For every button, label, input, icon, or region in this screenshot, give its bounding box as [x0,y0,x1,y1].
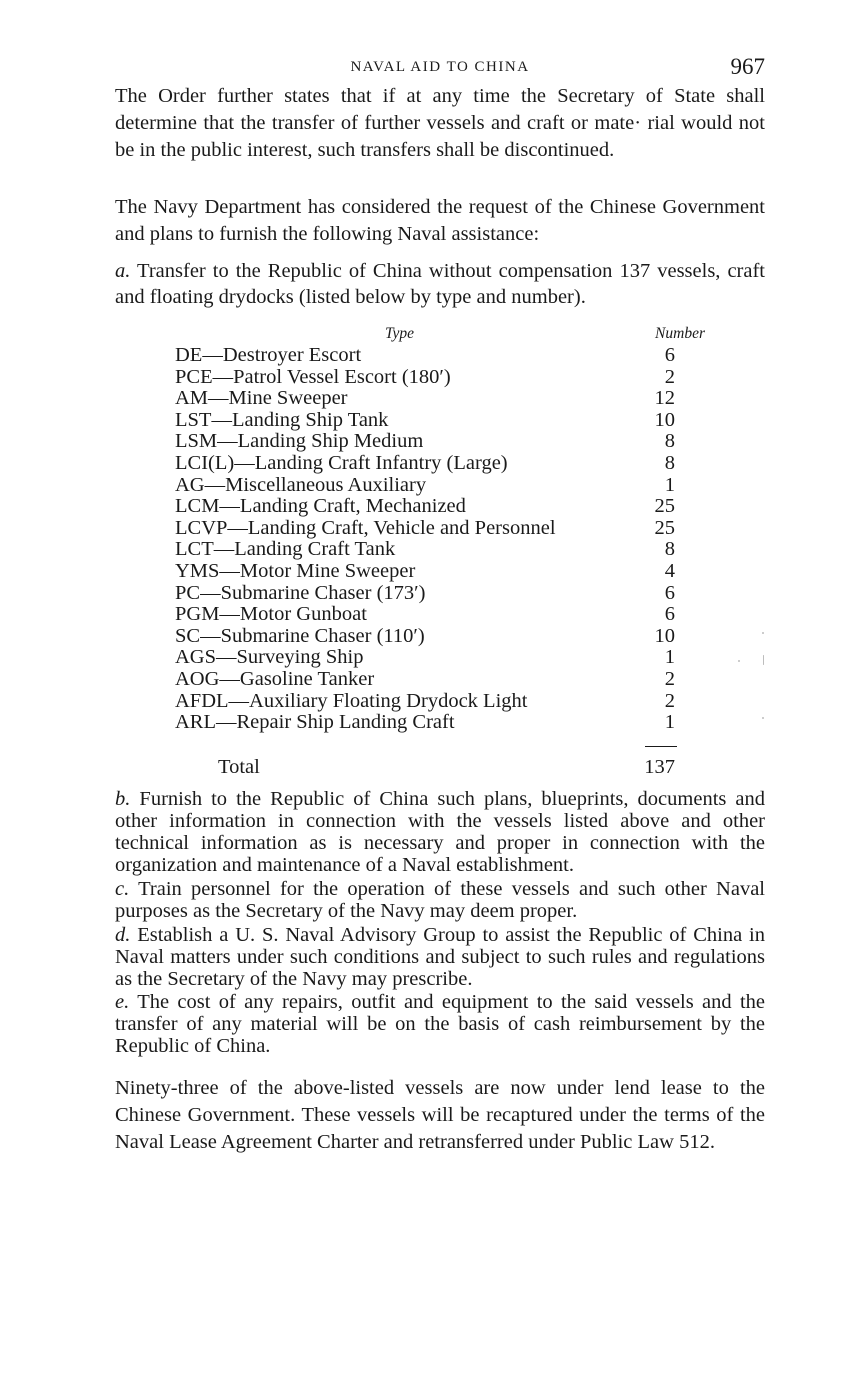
vessel-type: AG—Miscellaneous Auxiliary [175,473,427,496]
table-row [175,626,705,648]
item-e-label: e. [115,991,130,1013]
vessel-table [175,325,705,734]
total-row [175,756,705,780]
table-row [175,475,705,497]
total-rule [645,746,677,747]
vessel-number: 2 [664,667,675,690]
paragraph-navy-considered-text: The Navy Department has considered the request of the Chinese Government and plans to furnish the following Naval assistance: [115,196,765,245]
vessel-type: AGS—Surveying Ship [175,646,364,669]
table-row [175,345,705,367]
item-a-label: a. [115,260,131,282]
vessel-type: AFDL—Auxiliary Floating Drydock Light [175,689,528,712]
vessel-type: DE—Destroyer Escort [175,344,362,366]
vessel-type: SC—Submarine Chaser (110′) [175,624,425,647]
table-row [175,669,705,691]
print-speck [762,717,764,719]
item-e [115,991,765,1057]
paragraph-order-further [115,83,765,164]
vessel-number: 6 [664,581,675,604]
table-row [175,388,705,410]
table-row [175,712,705,734]
vessel-number: 1 [664,473,675,496]
table-row [175,647,705,669]
vessel-number: 6 [664,344,675,366]
total-value: 137 [644,756,675,778]
paragraph-navy-considered [115,194,765,248]
vessel-type: ARL—Repair Ship Landing Craft [175,711,455,734]
print-speck [762,632,764,634]
table-row [175,367,705,389]
print-speck [738,660,740,662]
item-d-text: Establish a U. S. Naval Advisory Group to assist the Republic of China in Naval matters under such conditions and subject to such rules and regulations as the Secretary of the Navy may prescribe. [115,924,765,990]
item-c-text: Train personnel for the operation of these vessels and such other Naval purposes as the Secretary of the Navy may deem proper. [115,878,765,922]
vessel-number: 1 [664,711,675,734]
vessel-type: PCE—Patrol Vessel Escort (180′) [175,365,451,388]
vessel-number: 1 [664,646,675,669]
item-c-label: c. [115,878,130,900]
vessel-type: LCVP—Landing Craft, Vehicle and Personnel [175,516,556,539]
vessel-type: LST—Landing Ship Tank [175,408,389,431]
table-row [175,691,705,713]
vessel-type: AM—Mine Sweeper [175,387,348,410]
item-d [115,924,765,990]
vessel-number: 25 [654,516,675,539]
vessel-number: 4 [664,559,675,582]
vessel-type: LCI(L)—Landing Craft Infantry (Large) [175,451,508,474]
page-number: 967 [730,54,765,79]
item-a-text: Transfer to the Republic of China without compensation 137 vessels, craft and floating drydocks (listed below by type and number). [115,260,765,308]
vessel-number: 2 [664,689,675,712]
vessel-number: 12 [654,387,675,410]
item-b-label: b. [115,788,131,810]
vessel-number: 8 [664,430,675,453]
total-label: Total [218,756,260,778]
vessel-number: 25 [654,495,675,518]
item-b [115,788,765,876]
print-speck [763,655,764,665]
item-d-label: d. [115,924,131,946]
running-title: NAVAL AID TO CHINA [350,59,530,75]
item-c [115,878,765,922]
vessel-number: 10 [654,624,675,647]
column-header-type: Type [385,325,414,342]
vessel-type: YMS—Motor Mine Sweeper [175,559,416,582]
vessel-type: PC—Submarine Chaser (173′) [175,581,426,604]
vessel-type: LCM—Landing Craft, Mechanized [175,495,466,518]
page-header [115,52,765,82]
item-a [115,258,765,310]
vessel-number: 6 [664,603,675,626]
table-row [175,539,705,561]
table-row [175,453,705,475]
item-e-text: The cost of any repairs, outfit and equipment to the said vessels and the transfer of any material will be on the basis of cash reimbursement by the Republic of China. [115,991,765,1057]
vessel-table-header [175,325,705,345]
vessel-number: 8 [664,451,675,474]
vessel-type: LCT—Landing Craft Tank [175,538,396,561]
paragraph-closing [115,1075,765,1156]
vessel-type: LSM—Landing Ship Medium [175,430,424,453]
vessel-table-body [175,345,705,734]
table-row [175,518,705,540]
vessel-type: AOG—Gasoline Tanker [175,667,375,690]
table-row [175,410,705,432]
paragraph-closing-text: Ninety-three of the above-listed vessels are now under lend lease to the Chinese Government. These vessels will be recaptured under the terms of the Naval Lease Agreement Charter and retransferred under Public Law 512. [115,1077,765,1153]
table-row [175,604,705,626]
item-b-text: Furnish to the Republic of China such plans, blueprints, documents and other information in connection with the vessels listed above and other technical information as is necessary and proper in connection with the organization and maintenance of a Naval establishment. [115,788,766,876]
table-row [175,583,705,605]
column-header-number: Number [655,325,705,342]
paragraph-order-further-text: The Order further states that if at any time the Secretary of State shall determine that the transfer of further vessels and craft or mate· rial would not be in the public interest, such transfers shall be discontinued. [115,85,765,161]
table-row [175,561,705,583]
vessel-number: 8 [664,538,675,561]
vessel-type: PGM—Motor Gunboat [175,603,367,626]
vessel-number: 10 [654,408,675,431]
table-row [175,496,705,518]
vessel-number: 2 [664,365,675,388]
table-row [175,431,705,453]
